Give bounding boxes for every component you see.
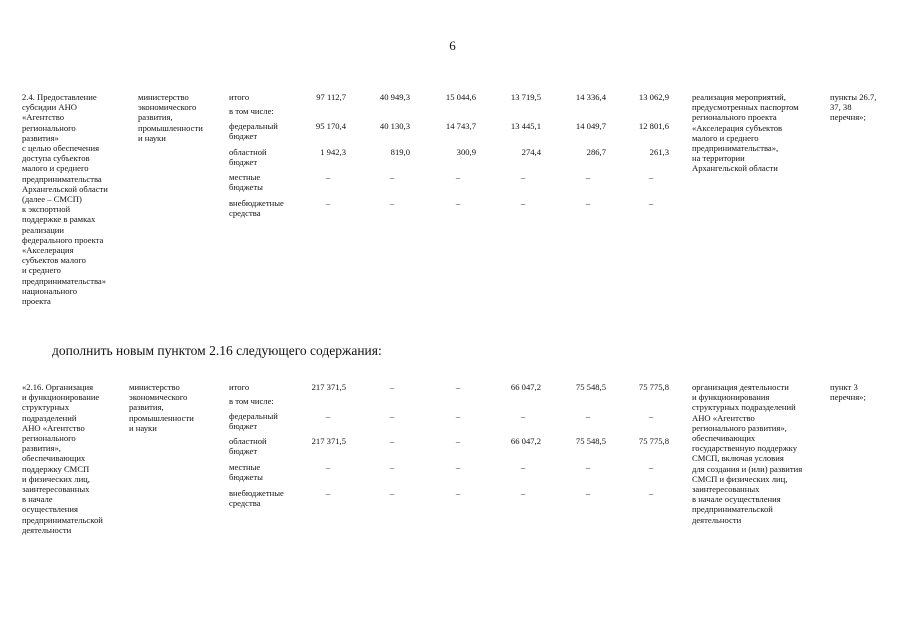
funding-value-cell: – [455,411,461,421]
funding-value-cell: 15 044,6 [445,92,476,102]
funding-value-cell: 66 047,2 [510,382,541,392]
funding-source-label: местные бюджеты [229,172,263,193]
funding-value-cell: 95 170,4 [315,121,346,131]
funding-value-cell: – [520,411,526,421]
funding-value-cell: 13 445,1 [510,121,541,131]
funding-value-cell: 14 336,4 [575,92,606,102]
funding-value-cell: – [648,172,654,182]
funding-value-cell: 75 548,5 [575,436,606,446]
funding-value-cell: 12 801,6 [638,121,669,131]
funding-source-label: внебюджетные средства [229,488,284,509]
funding-value-cell: 40 130,3 [379,121,410,131]
funding-source-label: итого [229,92,250,102]
s2-executor: министерство экономического развития, промышленности и науки [129,382,194,433]
funding-value-cell: – [520,172,526,182]
funding-value-cell: – [648,488,654,498]
funding-value-cell: – [455,436,461,446]
funding-value-cell: – [325,462,331,472]
funding-value-cell: 217 371,5 [311,436,346,446]
funding-value-cell: – [389,382,395,392]
funding-value-cell: – [585,488,591,498]
s1-executor: министерство экономического развития, промышленности и науки [138,92,203,143]
s2-reference: пункт 3 перечня»; [830,382,866,403]
funding-value-cell: – [585,198,591,208]
funding-value-cell: – [325,488,331,498]
funding-value-cell: – [389,436,395,446]
funding-value-cell: – [648,411,654,421]
funding-value-cell: – [648,462,654,472]
funding-value-cell: 286,7 [586,147,606,157]
funding-value-cell: – [585,462,591,472]
funding-source-label: итого [229,382,250,392]
s2-measure-name: «2.16. Организация и функционирование структурных подразделений АНО «Агентство регионального развития», обеспечивающих поддержку СМСП и физических лиц, заинтересованных в начале осуществления предпринимательской деятельности [22,382,103,535]
funding-source-label: в том числе: [229,106,274,116]
funding-value-cell: 217 371,5 [311,382,346,392]
funding-value-cell: 75 775,8 [638,436,669,446]
funding-value-cell: – [455,172,461,182]
funding-value-cell: – [520,198,526,208]
funding-value-cell: 819,0 [390,147,410,157]
funding-value-cell: 261,3 [649,147,669,157]
funding-value-cell: 97 112,7 [316,92,346,102]
funding-value-cell: 75 775,8 [638,382,669,392]
funding-value-cell: 13 062,9 [638,92,669,102]
funding-value-cell: – [585,411,591,421]
funding-value-cell: 274,4 [521,147,541,157]
funding-source-label: областной бюджет [229,436,267,457]
funding-value-cell: – [325,198,331,208]
funding-value-cell: 40 949,3 [379,92,410,102]
funding-value-cell: – [389,198,395,208]
funding-source-label: федеральный бюджет [229,411,278,432]
page-number: 6 [449,38,456,53]
funding-value-cell: – [455,462,461,472]
s2-expected-result: организация деятельности и функционирования структурных подразделений АНО «Агентство регионального развития», обеспечивающих государственную поддержку СМСП, включая условия для создания и (или) развития СМСП и физических лиц, заинтересованных в начале осуществления предпринимательской деятельности [692,382,803,525]
funding-value-cell: – [648,198,654,208]
s1-measure-name: 2.4. Предоставление субсидии АНО «Агентство регионального развития» с целью обеспечения доступа субъектов малого и среднего предпринимательства Архангельской области (далее – СМСП) к экспортной поддержке в рамках реализации федерального проекта «Акселерация субъектов малого и среднего предпринимательства» национального проекта [22,92,108,307]
s1-expected-result: реализация мероприятий, предусмотренных паспортом регионального проекта «Акселерация субъектов малого и среднего предпринимательства», на территории Архангельской области [692,92,799,174]
funding-value-cell: 14 049,7 [575,121,606,131]
funding-value-cell: – [389,172,395,182]
section-heading: дополнить новым пунктом 2.16 следующего содержания: [52,343,382,358]
funding-value-cell: 75 548,5 [575,382,606,392]
funding-value-cell: – [325,411,331,421]
funding-value-cell: – [455,488,461,498]
funding-source-label: областной бюджет [229,147,267,168]
funding-value-cell: 1 942,3 [320,147,346,157]
funding-value-cell: – [389,411,395,421]
funding-source-label: местные бюджеты [229,462,263,483]
funding-source-label: внебюджетные средства [229,198,284,219]
funding-value-cell: 300,9 [456,147,476,157]
funding-value-cell: 14 743,7 [445,121,476,131]
funding-value-cell: – [585,172,591,182]
funding-value-cell: – [520,488,526,498]
funding-value-cell: 66 047,2 [510,436,541,446]
funding-value-cell: – [455,382,461,392]
funding-value-cell: – [389,462,395,472]
funding-value-cell: – [520,462,526,472]
funding-source-label: в том числе: [229,396,274,406]
funding-value-cell: – [455,198,461,208]
funding-value-cell: – [389,488,395,498]
funding-source-label: федеральный бюджет [229,121,278,142]
funding-value-cell: 13 719,5 [510,92,541,102]
funding-value-cell: – [325,172,331,182]
s1-reference: пункты 26.7, 37, 38 перечня»; [830,92,877,123]
